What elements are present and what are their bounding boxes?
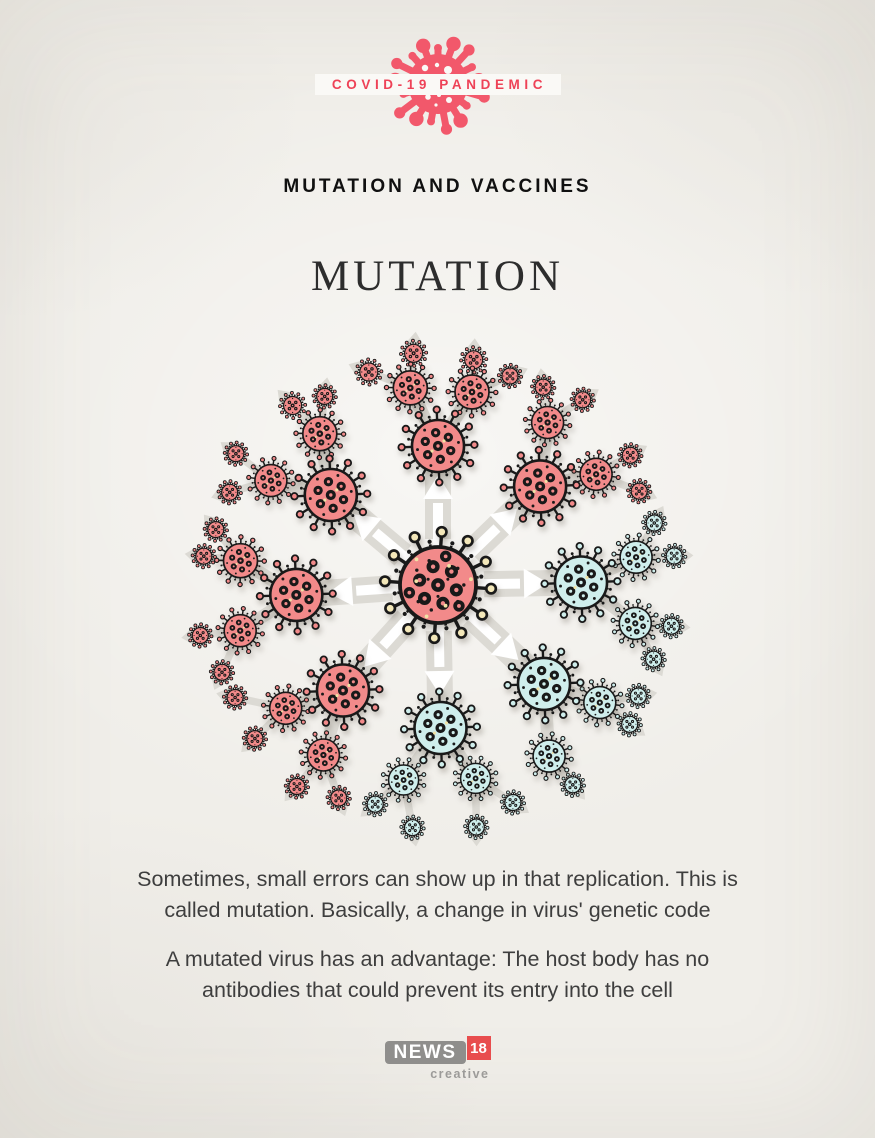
news18-number-box [467,1036,491,1060]
series-title: MUTATION AND VACCINES [283,176,592,197]
news18-logo [385,1036,491,1081]
virus-node-red [398,406,477,485]
virus-node-cyan [381,758,425,802]
virus-node-cyan [401,688,480,767]
covid-logo-text: COVID-19 PANDEMIC [331,77,548,92]
covid-logo-band [315,74,561,95]
news18-number-text: 18 [470,1039,487,1057]
news18-news-box [385,1041,466,1064]
paragraph-line: called mutation. Basically, a change in virus' genetic code [164,898,711,922]
virus-node-red [400,339,428,367]
covid-logo [308,22,568,152]
paragraph-advantage [0,944,875,1006]
paragraph-line: A mutated virus has an advantage: The host body has no [165,947,710,971]
diagram-viruses [188,339,687,840]
paragraph-line: Sometimes, small errors can show up in that replication. This is [137,867,738,891]
paragraph-line: antibodies that could prevent its entry into the cell [202,978,673,1002]
page-title: MUTATION [310,253,565,300]
paragraph-mutation [0,864,875,926]
news18-brand-text: NEWS [393,1041,457,1063]
virus-node-red [257,555,336,634]
news18-creative-text: creative [430,1067,490,1081]
virus-node-red [384,362,436,414]
news18-logo-row [385,1036,491,1064]
